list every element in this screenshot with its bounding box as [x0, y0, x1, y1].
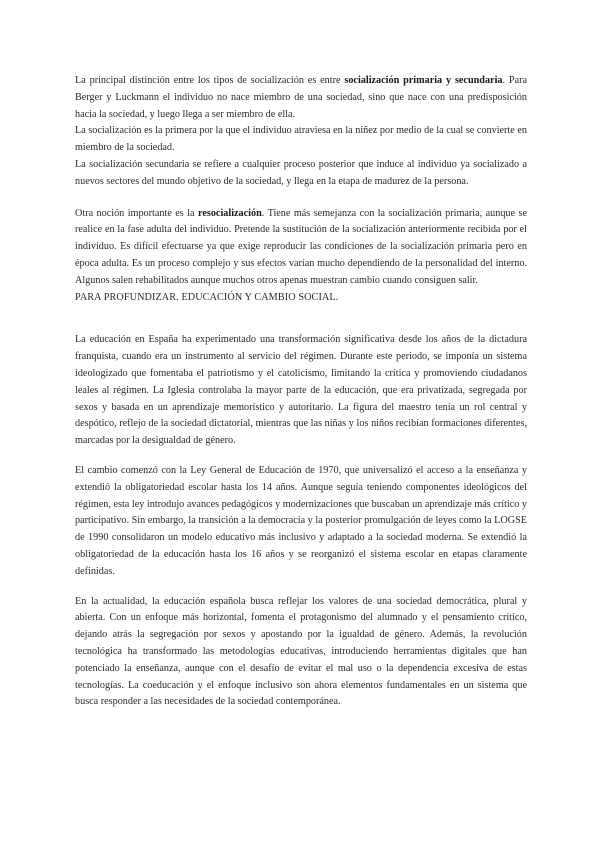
- paragraph-socialization-types: [75, 73, 527, 123]
- paragraph-text: . Tiene más semejanza con la socialización primaria, aunque se realice en la fase adulta del individuo. Pretende la sustitución de la socialización anteriormente recibida por el individuo. Es difícil efectuarse ya que exige reproducir las condiciones de la socialización primaria pero en época adulta. Es un proceso complejo y sus efectos varían mucho dependiendo de la personalidad del interno. Algunos salen rehabilitados aunque muchos otros apenas muestran cambio cuando consiguen salir.: [75, 207, 527, 286]
- paragraph-secondary-socialization: La socialización secundaria se refiere a cualquier proceso posterior que induce al individuo ya socializado a nuevos sectores del mundo objetivo de la sociedad, y llega en la etapa de madurez de la persona.: [75, 158, 527, 187]
- bold-term-resocialization: resocialización: [198, 207, 262, 219]
- paragraph-education-dictatorship: La educación en España ha experimentado una transformación significativa desde los años de la dictadura franquista, cuando era un instrumento al servicio del régimen. Durante este periodo, se imponía un sistema ideologizado que fomentaba el patriotismo y el catolicismo, limitando la crítica y promoviendo ciudadanos leales al régimen. La Iglesia controlaba la mayor parte de la educación, que era privatizada, segregada por sexos y basada en un aprendizaje memorístico y autoritario. La figura del maestro tenía un rol central y despótico, reflejo de la sociedad dictatorial, mientras que las niñas y los niños recibían formaciones diferentes, marcadas por la desigualdad de género.: [75, 334, 527, 447]
- paragraph-primary-socialization: La socialización es la primera por la que el individuo atraviesa en la niñez por medio de la cual se convierte en miembro de la sociedad.: [75, 125, 527, 154]
- paragraph-resocialization: [75, 206, 527, 290]
- bold-term-primary-secondary: socialización primaria y secundaria: [344, 75, 503, 86]
- paragraph-text: La principal distinción entre los tipos de socialización es entre: [75, 75, 345, 86]
- paragraph-education-today: En la actualidad, la educación española busca reflejar los valores de una sociedad democrática, plural y abierta. Con un enfoque más horizontal, fomenta el protagonismo del alumnado y el pensamiento crítico, dejando atrás la segregación por sexos y apostando por la igualdad de género. Además, la revolución tecnológica ha transformado las metodologías educativas, introduciendo herramientas digitales que han potenciado la enseñanza, aunque con el desafío de evitar el mal uso o la dependencia excesiva de estas tecnologías. La coeducación y el enfoque inclusivo son ahora elementos fundamentales en un sistema que busca responder a las necesidades de la sociedad contemporánea.: [75, 595, 527, 708]
- paragraph-education-reform: El cambio comenzó con la Ley General de Educación de 1970, que universalizó el acceso a la enseñanza y extendió la obligatoriedad escolar hasta los 14 años. Aunque seguía teniendo componentes ideológicos del régimen, esta ley introdujo avances pedagógicos y modernizaciones que buscaban un aprendizaje más crítico y participativo. Sin embargo, la transición a la democracia y la posterior promulgación de leyes como la LOGSE de 1990 consolidaron un modelo educativo más inclusivo y adaptado a la sociedad moderna. Se extendió la obligatoriedad de la educación hasta los 16 años y se reorganizó el sistema escolar en etapas claramente definidas.: [75, 464, 527, 577]
- paragraph-text: Otra noción importante es la: [75, 207, 199, 219]
- paragraph-text: . Para Berger y Luckmann el individuo no nace miembro de una sociedad, sino que nace con una predisposición hacia la sociedad, y luego llega a ser miembro de ella.: [75, 75, 528, 120]
- section-heading: PARA PROFUNDIZAR. EDUCACIÓN Y CAMBIO SOCIAL.: [75, 291, 339, 303]
- document-page: [75, 73, 527, 711]
